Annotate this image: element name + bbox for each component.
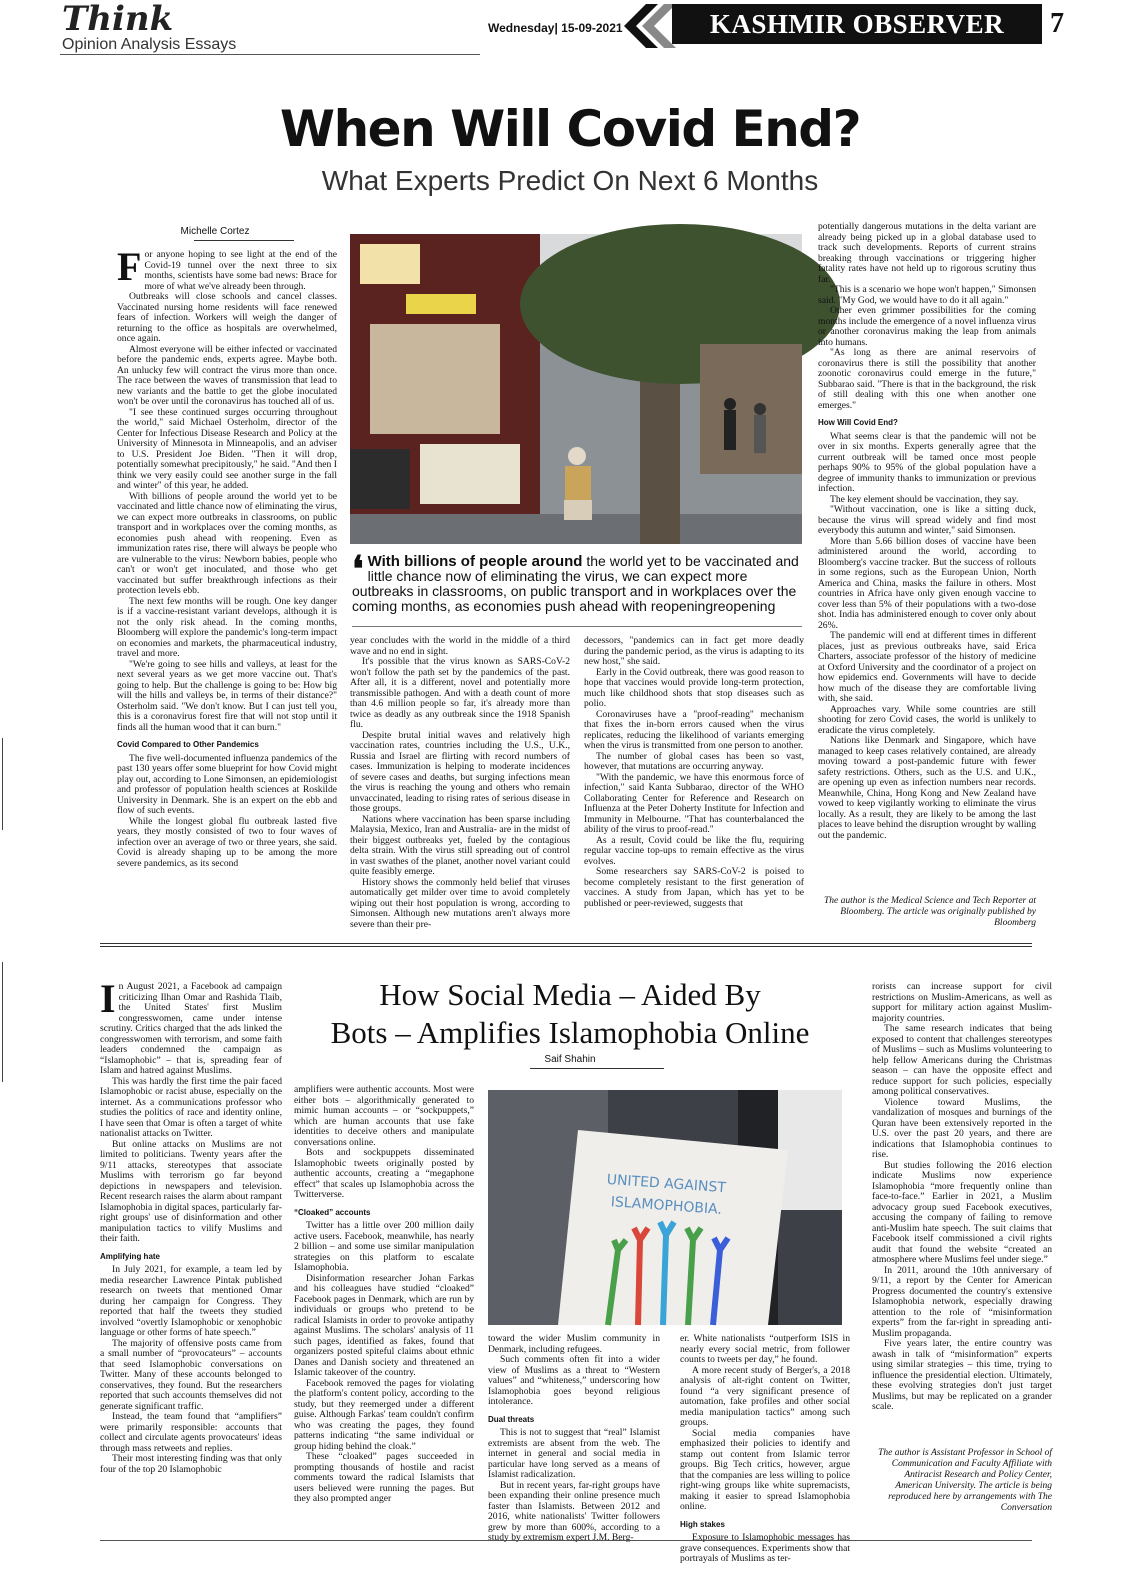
paragraph: As a result, Covid could be like the flu, requiring regular vaccine top-ups to remain effective as the virus evolves. — [584, 834, 804, 867]
paragraph: "As long as there are animal reservoirs of coronavirus there is still the possibility that another zoonotic coronavirus could emerge in the future," Subbarao said. "There is that in the background, the risk of still dealing with this one when another one emerges." — [818, 347, 1036, 411]
paragraph: "Without vaccination, one is like a sitting duck, because the virus will spread widely and find most everybody this autumn and winter," said Simonsen. — [818, 504, 1036, 536]
section-subtitle: Opinion Analysis Essays — [62, 36, 237, 53]
headline-line-1: How Social Media – Aided By — [379, 977, 761, 1012]
paragraph: These “cloaked” pages succeeded in prompting thousands of hostile and racist comments toward the radical Islamists that users believed were running the pages. But they also prompted anger — [294, 1451, 474, 1504]
section-divider — [100, 943, 1032, 947]
paragraph: Their most interesting finding was that only four of the top 20 Islamophobic — [100, 1453, 282, 1475]
paragraph: Facebook removed the pages for violating the platform's content policy, according to the study, but they reemerged under a different guise. Although Farkas' team couldn't confirm who was creating the pages, they found patterns indicating “the same individual or group hiding behind the cloak.” — [294, 1377, 474, 1452]
paragraph: er. White nationalists “outperform ISIS in nearly every social metric, from follower counts to tweets per day,” he found. — [680, 1333, 850, 1365]
paragraph: A more recent study of Berger's, a 2018 analysis of alt-right content on Twitter, found “a very significant presence of automation, fake profiles and other social media manipulation tactics” among such groups. — [680, 1364, 850, 1428]
issue-date: Wednesday| 15-09-2021 — [488, 21, 623, 35]
paragraph: The next few months will be rough. One key danger is if a vaccine-resistant variant develops, although it is not the only risk ahead. In the coming months, Bloomberg will explore the pandemic's long-term impact on economies and markets, the pharmaceutical industry, travel and more. — [117, 595, 337, 659]
headline-covid: When Will Covid End? — [279, 100, 861, 158]
subheading: High stakes — [680, 1519, 725, 1529]
paragraph: Despite brutal initial waves and relatively high vaccination rates, countries including the U.S., U.K., Russia and Israel are flirting with record numbers of cases. Immunization is helping to moderate incidences of severe cases and deaths, but surging infections mean the virus is reaching the young and others who remain unvaccinated, leading to rising rates of serious disease in those groups. — [350, 729, 570, 814]
covid-column-2 — [350, 636, 570, 936]
paragraph: It's possible that the virus known as SARS-CoV-2 won't follow the path set by the pandemics of the past. After all, it is a different, novel and potentially more transmissible pathogen. And with a death count of more than 4.6 million people so far, it's already more than twice as deadly as any outbreak since the 1918 Spanish flu. — [350, 656, 570, 730]
paragraph: The same research indicates that being exposed to content that challenges stereotypes of Muslims – such as Muslims volunteering to help fellow Americans during the Christmas season – can have the opposite effect and reduce support for such policies, especially among political conservatives. — [872, 1023, 1052, 1097]
paragraph: amplifiers were authentic accounts. Most were either bots – algorithmically generated to mimic human accounts – or “sockpuppets,” which are human accounts that use fake identities to deceive others and manipulate conversations online. — [294, 1084, 474, 1148]
paragraph: Outbreaks will close schools and cancel classes. Vaccinated nursing home residents will face renewed fears of infection. Workers will weigh the danger of returning to the office as hospitals are overwhelmed, once again. — [117, 291, 337, 344]
paragraph: or anyone hoping to see light at the end of the Covid-19 tunnel over the next three to six months, scientists have some bad news: Brace for more of what we've already been through. — [144, 249, 337, 292]
sign-text: ISLAMOPHOBIA. — [610, 1194, 723, 1218]
paragraph: year concludes with the world in the middle of a third wave and no end in sight. — [350, 635, 570, 657]
paragraph: Early in the Covid outbreak, there was good reason to hope that vaccines would provide long-term protection, much like childhood shots that stop diseases such as polio. — [584, 666, 804, 709]
paragraph: Five years later, the entire country was awash in talk of “misinformation” experts using similar strategies – this time, trying to influence the presidential election. Ultimately, these evolving strategies don't just target Muslims, but may be replicated on a grander scale. — [872, 1338, 1052, 1412]
byline-rule — [530, 1068, 664, 1069]
drop-cap: F — [117, 244, 142, 289]
paragraph: Nations where vaccination has been sparse including Malaysia, Mexico, Iran and Australia- are in the midst of their biggest outbreaks yet, fueled by the contagious delta strain. With the virus still spreading out of control in vast swathes of the planet, another novel variant could quite feasibly emerge. — [350, 813, 570, 877]
paragraph: Other even grimmer possibilities for the coming months include the emergence of a novel influenza virus or another coronavirus making the leap from animals into humans. — [818, 305, 1036, 348]
paragraph: This is not to suggest that “real” Islamist extremists are absent from the web. The internet in general and social media in particular have long served as a means of Islamist radicalization. — [488, 1427, 660, 1480]
paragraph: "We're going to see hills and valleys, at least for the next several years as we get more vaccine out. That's going to help. But the challenge is going to be: How big will the hills and valleys be, in terms of their distance?" Osterholm said. "We don't know. But I can just tell you, this is a coronavirus forest fire that will not stop until it finds all the human wood that it can burn." — [117, 658, 337, 733]
page-number: 7 — [1050, 8, 1064, 39]
paragraph: Some researchers say SARS-CoV-2 is poised to become completely resistant to the first generation of vaccines. A study from Japan, which has yet to be published or peer-reviewed, suggests that — [584, 866, 804, 909]
protest-sign-photo — [488, 1090, 842, 1325]
covid-column-1 — [117, 244, 337, 930]
covid-column-3 — [584, 636, 804, 936]
pull-quote-lead: With billions of people around — [367, 553, 583, 570]
byline-islamophobia: Saif Shahin — [544, 1054, 596, 1065]
headline-islamophobia — [300, 976, 840, 1052]
paragraph: But online attacks on Muslims are not limited to politicians. Twenty years after the 9/11 attacks, stereotypes that associate Muslims with terrorism go far beyond depictions in newspapers and television. Recent research raises the alarm about rampant Islamophobia in digital spaces, particularly far-right groups' use of disinformation and other manipulation tactics to vilify Muslims and their faith. — [100, 1138, 282, 1244]
paragraph: n August 2021, a Facebook ad campaign criticizing Ilhan Omar and Rashida Tlaib, the United States' first Muslim congresswomen, came under intense scrutiny. Critics charged that the ads linked the congresswomen with terrorism, and some faith leaders condemned the campaign as “Islamophobic” – that is, spreading fear of Islam and hatred against Muslims. — [100, 981, 282, 1076]
islamophobia-column-1 — [100, 976, 282, 1530]
subheading: How Will Covid End? — [818, 418, 898, 427]
paragraph: The key element should be vaccination, they say. — [830, 493, 1019, 505]
paragraph: The number of global cases has been so vast, however, that mutations are occurring anyway. — [584, 750, 804, 772]
margin-mark — [2, 962, 3, 1082]
paragraph: Such comments often fit into a wider view of Muslims as a threat to “Western values” and “whiteness,” underscoring how Islamophobia goes beyond religious intolerance. — [488, 1354, 660, 1407]
byline-rule — [194, 240, 294, 241]
headline-line-2: Bots – Amplifies Islamophobia Online — [330, 1015, 810, 1050]
paragraph: What seems clear is that the pandemic will not be over in six months. Experts generally agree that the current outbreak will be tamed once most people perhaps 90% to 95% of the global population have a degree of immunity thanks to immunization or previous infection. — [818, 430, 1036, 494]
paragraph: toward the wider Muslim community in Denmark, including refugees. — [488, 1333, 660, 1355]
paragraph: Violence toward Muslims, the vandalization of mosques and burnings of the Quran have been extensively reported in the U.S. over the past 20 years, and there are indications that Islamophobia continues to rise. — [872, 1096, 1052, 1160]
street-photo — [350, 234, 802, 544]
paragraph: History shows the commonly held belief that viruses automatically get milder over time to avoid completely wiping out their host population is wrong, according to Simonsen. Although new mutations aren't always more severe than their pre- — [350, 876, 570, 930]
author-note-covid: The author is the Medical Science and Tech Reporter at Bloomberg. The article was originally published by Bloomberg — [823, 896, 1036, 928]
subheading: Amplifying hate — [100, 1251, 161, 1261]
covid-column-4 — [818, 222, 1036, 890]
paragraph: Instead, the team found that “amplifiers” were primarily responsible: accounts that collect and circulate agents provocateurs' ideas through mass retweets and replies. — [100, 1411, 282, 1454]
paragraph: "This is a scenario we hope won't happen," Simonsen said. "My God, we would have to do it all again." — [818, 284, 1036, 306]
paragraph: Exposure to Islamophobic messages has grave consequences. Experiments show that portrayals of Muslims as ter- — [680, 1532, 850, 1564]
islamophobia-column-3 — [488, 1333, 660, 1543]
subheading: Dual threats — [488, 1414, 535, 1424]
masthead: KASHMIR OBSERVER — [672, 4, 1042, 44]
subheading: “Cloaked” accounts — [294, 1207, 371, 1217]
pull-quote — [352, 548, 804, 614]
paragraph: But in recent years, far-right groups have been expanding their online presence much faster than Islamists. Between 2012 and 2016, white nationalists' Twitter followers grew by more than 600%, according to a study by extremism expert J.M. Berg- — [488, 1479, 660, 1543]
author-note-islamophobia: The author is Assistant Professor in School of Communication and Faculty Affiliate with Antiracist Research and Policy Center, American University. The article is being reproduced here by arrangements with The Conversation — [878, 1448, 1052, 1513]
pull-quote-text: the world yet to be vaccinated and little chance now of eliminating the virus, we can expect more outbreaks in classrooms, on public transport and in workplaces over the coming months, as economies push ahead with reopeningreopening — [352, 553, 799, 614]
quote-mark-icon: ❛ — [352, 548, 364, 589]
paragraph: Bots and sockpuppets disseminated Islamophobic tweets originally posted by authentic accounts, creating a “megaphone effect” that scales up Islamophobia across the Twitterverse. — [294, 1147, 474, 1200]
islamophobia-column-4 — [680, 1333, 850, 1564]
paragraph: Nations like Denmark and Singapore, which have managed to keep cases relatively contained, are already moving toward a post-pandemic future with fewer safety restrictions. Others, such as the U.S. and U.K., are opening up even as infection numbers near records. Meanwhile, China, Hong Kong and New Zealand have vowed to keep vigilantly working to eliminate the virus locally. As a result, they are likely to be among the last places to leave behind the disruption wrought by walling out the pandemic. — [818, 735, 1036, 841]
paragraph: With billions of people around the world yet to be vaccinated and little chance now of eliminating the virus, we can expect more outbreaks in classrooms, on public transport and in workplaces over the coming months, as economies push ahead with reopening. Even as immunization rates rise, there will always be people who are vulnerable to the virus: Newborn babies, people who can't or won't get inoculated, and those who get vaccinated but suffer breakthrough infections as their protection levels ebb. — [117, 490, 337, 596]
paragraph: rorists can increase support for civil restrictions on Muslim-Americans, as well as support for military action against Muslim-majority countries. — [872, 981, 1052, 1024]
paragraph: This was hardly the first time the pair faced Islamophobic or racist abuse, especially on the internet. As a communications professor who studies the politics of race and identity online, I have seen that Omar is often a target of white nationalist attacks on Twitter. — [100, 1075, 282, 1139]
paragraph: "With the pandemic, we have this enormous force of infection," said Kanta Subbarao, director of the WHO Collaborating Center for Reference and Research on Influenza at the Peter Doherty Institute for Infection and Immunity in Melbourne. "That has counterbalanced the ability of the virus to proof-read." — [584, 771, 804, 835]
subheading: Covid Compared to Other Pandemics — [117, 740, 259, 749]
paragraph: Almost everyone will be either infected or vaccinated before the pandemic ends, experts agree. Maybe both. An unlucky few will contract the virus more than once. The race between the waves of transmission that lead to new variants and the battle to get the globe inoculated won't be over until the coronavirus has touched all of us. — [117, 343, 337, 407]
paragraph: In July 2021, for example, a team led by media researcher Lawrence Pintak published research on tweets that mentioned Omar during her campaign for Congress. They reported that half the tweets they studied involved “overtly Islamophobic or xenophobic language or other forms of hate speech.” — [100, 1264, 282, 1338]
paragraph: Social media companies have emphasized their policies to identify and stamp out content from Islamic terror groups. Big Tech critics, however, argue that the companies are less willing to police right-wing groups like white supremacists, making it easier to spread Islamophobia online. — [680, 1427, 850, 1512]
paragraph: The pandemic will end at different times in different places, just as previous outbreaks have, said Erica Charters, associate professor of the history of medicine at Oxford University and the coordinator of a project on how epidemics end. Governments will have to decide how much of the disease they are comfortable living with, she said. — [818, 630, 1036, 704]
paragraph: Coronaviruses have a "proof-reading" mechanism that fixes the in-born errors caused when the virus replicates, reducing the likelihood of variants emerging when the virus is transmitted from one person to another. — [584, 708, 804, 751]
paragraph: Twitter has a little over 200 million daily active users. Facebook, meanwhile, has nearly 2 billion – and some use similar manipulation strategies on this platform to escalate Islamophobia. — [294, 1220, 474, 1273]
islamophobia-column-5 — [872, 982, 1052, 1432]
bottom-rule — [100, 1540, 1032, 1541]
subhead-covid: What Experts Predict On Next 6 Months — [321, 165, 819, 196]
paragraph: The majority of offensive posts came from a small number of “provocateurs” – accounts that seed Islamophobic conversations on Twitter. Many of these accounts belonged to conservatives, they found. But the researchers reported that such accounts themselves did not generate significant traffic. — [100, 1337, 282, 1412]
paragraph: While the longest global flu outbreak lasted five years, they mostly consisted of two to four waves of infection over an average of two or three years, she said. Covid is already shaping up to be among the more severe pandemics, as its second — [117, 815, 337, 869]
margin-mark — [2, 738, 3, 830]
paragraph: Disinformation researcher Johan Farkas and his colleagues have studied “cloaked” Facebook pages in Denmark, which are run by individuals or groups who pretend to be radical Islamists in order to provoke antipathy against Muslims. The scholars' analysis of 11 such pages, identified as fakes, found that organizers posted spiteful claims about ethnic Danes and Danish society and threatened an Islamic takeover of the country. — [294, 1272, 474, 1378]
paragraph: The five well-documented influenza pandemics of the past 130 years offer some blueprint for how Covid might play out, according to Lone Simonsen, an epidemiologist and professor of population health sciences at Roskilde University in Denmark. She is an expert on the ebb and flow of such events. — [117, 752, 337, 816]
paragraph: potentially dangerous mutations in the delta variant are already being picked up in a global database used to track such developments. Reports of current strains breaking through vaccinations or triggering higher fatality rates have not held up to rigorous scrutiny thus far. — [818, 221, 1036, 285]
paragraph: "I see these continued surges occurring throughout the world," said Michael Osterholm, director of the Center for Infectious Disease Research and Policy at the University of Minnesota in Minneapolis, and an adviser to U.S. President Joe Biden. "Then it will drop, potentially somewhat precipitously," he said. "And then I think we very easily could see another surge in the fall and winter" of this year, he added. — [117, 406, 337, 491]
paragraph: More than 5.66 billion doses of vaccine have been administered around the world, according to Bloomberg's vaccine tracker. But the success of rollouts in some regions, such as the European Union, North America and China, masks the failure in others. Most countries in Africa have only given enough vaccine to cover less than 5% of their populations with a two-dose shot. India has administered enough to cover only about 26%. — [818, 535, 1036, 631]
islamophobia-column-2 — [294, 1085, 474, 1530]
section-title: Think — [62, 0, 174, 39]
header-rule — [60, 54, 480, 55]
paragraph: decessors, "pandemics can in fact get more deadly during the pandemic period, as the virus is adapting to its new host," she said. — [584, 635, 804, 667]
drop-cap: I — [100, 976, 116, 1021]
paragraph: In 2011, around the 10th anniversary of 9/11, a report by the Center for American Progress documented the country's extensive Islamophobia network, especially drawing attention to the role of “misinformation experts” from the far-right in spreading anti-Muslim propaganda. — [872, 1264, 1052, 1339]
paragraph: Approaches vary. While some countries are still shooting for zero Covid cases, the world is unlikely to eradicate the virus completely. — [818, 703, 1036, 736]
byline-covid: Michelle Cortez — [180, 226, 250, 237]
paragraph: But studies following the 2016 election indicate Muslims now experience Islamophobia “more frequently online than face-to-face.” Earlier in 2021, a Muslim advocacy group sued Facebook executives, accusing the company of failing to remove anti-Muslim hate speech. The suit claims that Facebook itself commissioned a civil rights audit that found the website “created an atmosphere where Muslims feel under siege.” — [872, 1159, 1052, 1265]
sign-text: UNITED AGAINST — [606, 1171, 727, 1197]
pull-quote-rule — [352, 626, 802, 627]
